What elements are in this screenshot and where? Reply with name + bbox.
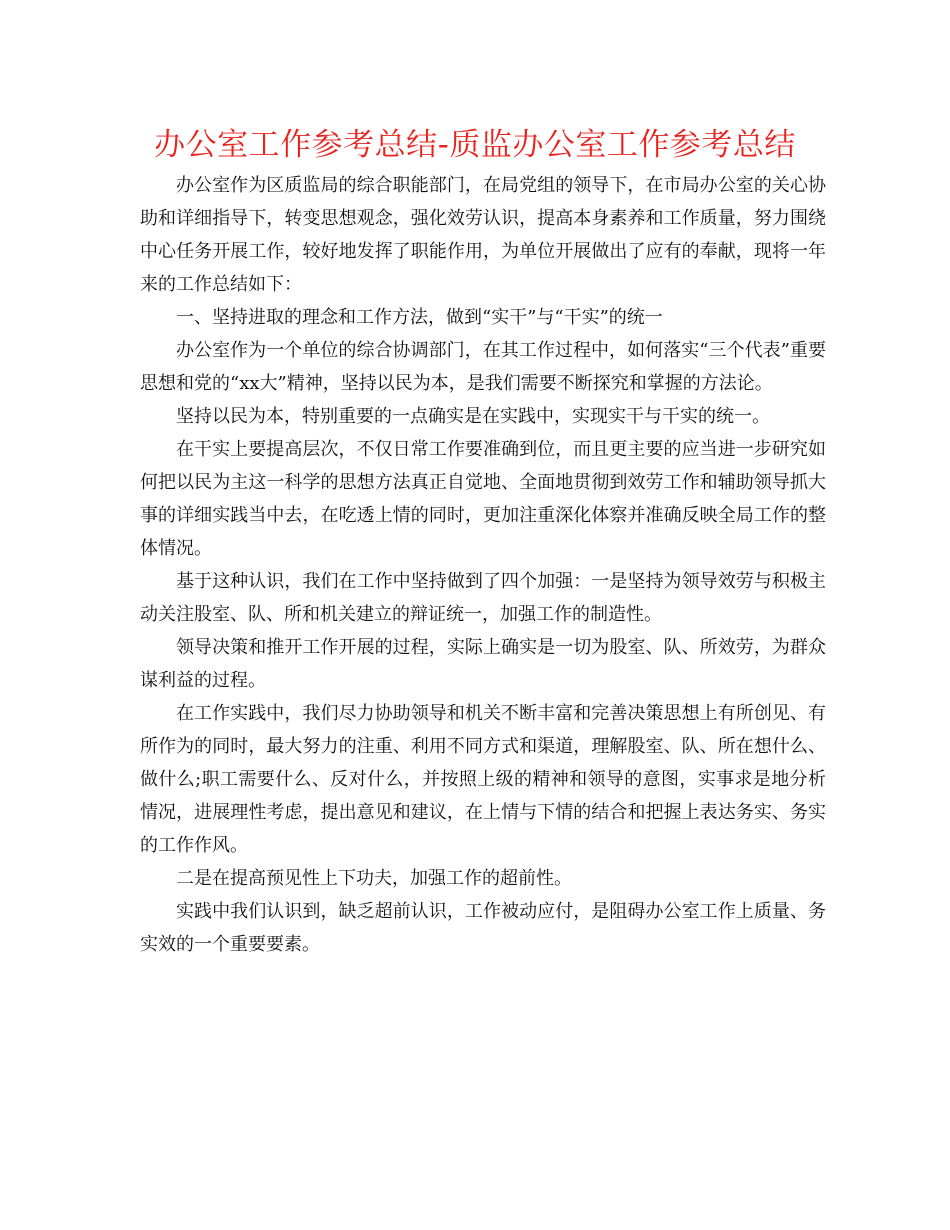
- paragraph: 在工作实践中，我们尽力协助领导和机关不断丰富和完善决策思想上有所创见、有所作为的同时，最大努力的注重、利用不同方式和渠道，理解股室、队、所在想什么、做什么;职工需要什么、反对什么，并按照上级的精神和领导的意图，实事求是地分析情况，进展理性考虑，提出意见和建议，在上情与下情的结合和把握上表达务实、务实的工作作风。: [140, 703, 826, 856]
- paragraph: 二是在提高预见性上下功夫，加强工作的超前性。: [176, 868, 572, 889]
- document-body: [140, 169, 826, 961]
- section-heading-1: 一、坚持进取的理念和工作方法，做到“实干”与“干实”的统一: [176, 307, 663, 328]
- paragraph: 领导决策和推开工作开展的过程，实际上确实是一切为股室、队、所效劳，为群众谋利益的过程。: [140, 637, 826, 691]
- paragraph-intro: 办公室作为区质监局的综合职能部门，在局党组的领导下，在市局办公室的关心协助和详细指导下，转变思想观念，强化效劳认识，提高本身素养和工作质量，努力围绕中心任务开展工作，较好地发挥了职能作用，为单位开展做出了应有的奉献，现将一年来的工作总结如下：: [140, 175, 826, 295]
- paragraph: 坚持以民为本，特别重要的一点确实是在实践中，实现实干与干实的统一。: [176, 406, 770, 427]
- paragraph: 在干实上要提高层次，不仅日常工作要准确到位，而且更主要的应当进一步研究如何把以民为主这一科学的思想方法真正自觉地、全面地贯彻到效劳工作和辅助领导抓大事的详细实践当中去，在吃透上情的同时，更加注重深化体察并准确反映全局工作的整体情况。: [140, 439, 826, 559]
- paragraph: 实践中我们认识到，缺乏超前认识，工作被动应付，是阻碍办公室工作上质量、务实效的一个重要要素。: [140, 901, 826, 955]
- document-title: 办公室工作参考总结-质监办公室工作参考总结: [154, 127, 796, 163]
- paragraph: 办公室作为一个单位的综合协调部门，在其工作过程中，如何落实“三个代表”重要思想和党的“xx大”精神，坚持以民为本，是我们需要不断探究和掌握的方法论。: [140, 340, 826, 394]
- paragraph: 基于这种认识，我们在工作中坚持做到了四个加强：一是坚持为领导效劳与积极主动关注股室、队、所和机关建立的辩证统一，加强工作的制造性。: [140, 571, 826, 625]
